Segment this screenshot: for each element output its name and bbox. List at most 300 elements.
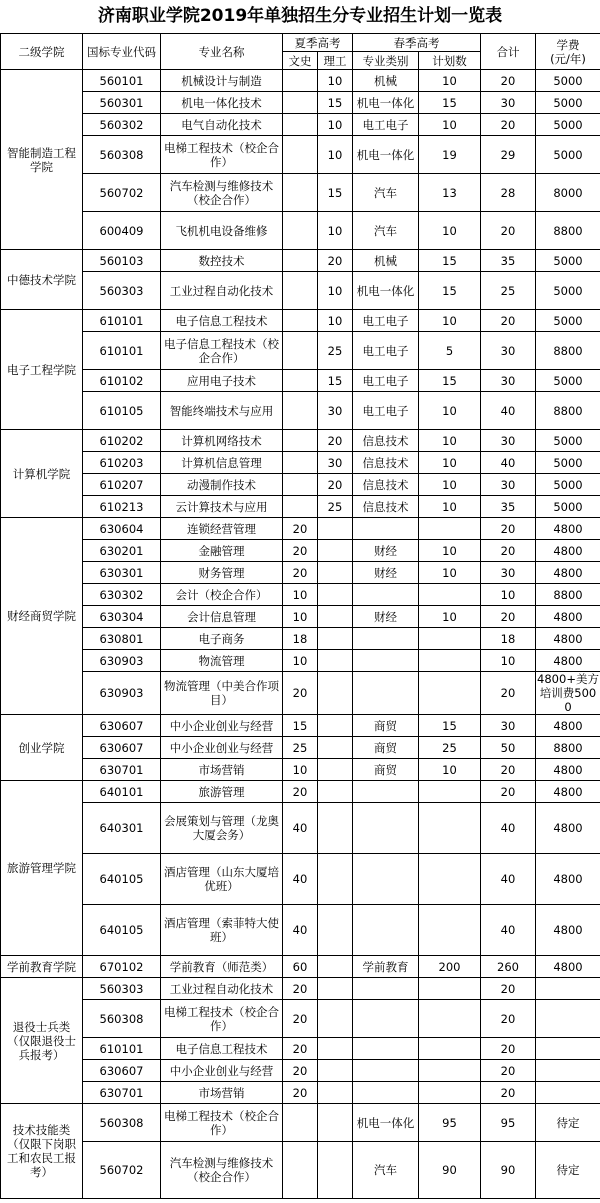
table-row	[1, 1082, 600, 1104]
table-row	[1, 978, 600, 1000]
name-cell: 工业过程自动化技术	[161, 978, 283, 1000]
code-cell: 560303	[83, 272, 161, 310]
category-cell: 商贸	[353, 759, 419, 781]
code-cell: 610101	[83, 332, 161, 370]
name-cell: 汽车检测与维修技术（校企合作）	[161, 174, 283, 212]
total-cell: 30	[481, 430, 536, 452]
name-cell: 连锁经营管理	[161, 518, 283, 540]
category-cell: 电工电子	[353, 114, 419, 136]
name-cell: 电子信息工程技术	[161, 1038, 283, 1060]
wenshi-cell	[283, 332, 318, 370]
plan-cell: 10	[419, 606, 481, 628]
total-cell: 20	[481, 212, 536, 250]
wenshi-cell	[283, 310, 318, 332]
category-cell	[353, 672, 419, 715]
category-cell	[353, 905, 419, 956]
name-cell: 电子信息工程技术	[161, 310, 283, 332]
ligong-cell: 20	[318, 430, 353, 452]
name-cell: 电子信息工程技术（校企合作）	[161, 332, 283, 370]
category-cell	[353, 650, 419, 672]
plan-cell: 10	[419, 430, 481, 452]
ligong-cell: 10	[318, 136, 353, 174]
code-cell: 640101	[83, 781, 161, 803]
category-cell	[353, 628, 419, 650]
wenshi-cell	[283, 212, 318, 250]
ligong-cell	[318, 606, 353, 628]
fee-cell: 5000	[536, 250, 600, 272]
ligong-cell	[318, 1060, 353, 1082]
header-fee-label: 学费	[556, 37, 580, 52]
ligong-cell	[318, 956, 353, 978]
ligong-cell: 30	[318, 392, 353, 430]
ligong-cell	[318, 905, 353, 956]
fee-cell: 5000	[536, 370, 600, 392]
college-cell: 退役士兵类（仅限退役士兵报考）	[1, 978, 83, 1104]
total-cell: 30	[481, 474, 536, 496]
category-cell	[353, 584, 419, 606]
category-cell	[353, 854, 419, 905]
category-cell	[353, 803, 419, 854]
total-cell: 20	[481, 781, 536, 803]
ligong-cell: 10	[318, 310, 353, 332]
total-cell: 18	[481, 628, 536, 650]
total-cell: 30	[481, 715, 536, 737]
code-cell: 560301	[83, 92, 161, 114]
ligong-cell	[318, 672, 353, 715]
college-cell: 旅游管理学院	[1, 781, 83, 956]
plan-cell	[419, 905, 481, 956]
header-summer: 夏季高考	[283, 34, 353, 52]
category-cell: 机电一体化	[353, 92, 419, 114]
ligong-cell	[318, 759, 353, 781]
name-cell: 计算机信息管理	[161, 452, 283, 474]
wenshi-cell	[283, 1104, 318, 1142]
wenshi-cell: 20	[283, 1000, 318, 1038]
total-cell: 20	[481, 1060, 536, 1082]
table-row	[1, 212, 600, 250]
code-cell: 560308	[83, 1104, 161, 1142]
wenshi-cell: 10	[283, 584, 318, 606]
category-cell: 商贸	[353, 715, 419, 737]
name-cell: 物流管理（中美合作项目）	[161, 672, 283, 715]
category-cell: 机电一体化	[353, 136, 419, 174]
ligong-cell	[318, 715, 353, 737]
wenshi-cell: 18	[283, 628, 318, 650]
table-row	[1, 272, 600, 310]
fee-cell: 8800	[536, 332, 600, 370]
name-cell: 旅游管理	[161, 781, 283, 803]
total-cell: 35	[481, 250, 536, 272]
plan-cell	[419, 1000, 481, 1038]
wenshi-cell: 20	[283, 1060, 318, 1082]
ligong-cell: 25	[318, 332, 353, 370]
category-cell: 财经	[353, 606, 419, 628]
category-cell: 汽车	[353, 1142, 419, 1199]
total-cell: 10	[481, 584, 536, 606]
plan-cell: 19	[419, 136, 481, 174]
table-row	[1, 70, 600, 92]
fee-cell: 5000	[536, 114, 600, 136]
name-cell: 酒店管理（索菲特大使班）	[161, 905, 283, 956]
code-cell: 630701	[83, 759, 161, 781]
name-cell: 飞机机电设备维修	[161, 212, 283, 250]
header-plan: 计划数	[419, 52, 481, 70]
wenshi-cell: 20	[283, 781, 318, 803]
name-cell: 汽车检测与维修技术（校企合作）	[161, 1142, 283, 1199]
fee-cell	[536, 1060, 600, 1082]
code-cell: 560101	[83, 70, 161, 92]
code-cell: 560308	[83, 1000, 161, 1038]
total-cell: 20	[481, 1000, 536, 1038]
code-cell: 560303	[83, 978, 161, 1000]
ligong-cell	[318, 650, 353, 672]
wenshi-cell: 20	[283, 1038, 318, 1060]
wenshi-cell: 60	[283, 956, 318, 978]
fee-cell: 4800	[536, 803, 600, 854]
plan-cell	[419, 1082, 481, 1104]
total-cell: 20	[481, 1038, 536, 1060]
total-cell: 20	[481, 759, 536, 781]
fee-cell: 5000	[536, 496, 600, 518]
fee-cell	[536, 1000, 600, 1038]
name-cell: 电梯工程技术（校企合作）	[161, 136, 283, 174]
table-row	[1, 650, 600, 672]
code-cell: 630903	[83, 650, 161, 672]
category-cell	[353, 781, 419, 803]
name-cell: 电子商务	[161, 628, 283, 650]
wenshi-cell: 20	[283, 562, 318, 584]
ligong-cell	[318, 781, 353, 803]
code-cell: 610101	[83, 1038, 161, 1060]
name-cell: 机电一体化技术	[161, 92, 283, 114]
code-cell: 640301	[83, 803, 161, 854]
name-cell: 云计算技术与应用	[161, 496, 283, 518]
table-row	[1, 540, 600, 562]
wenshi-cell	[283, 136, 318, 174]
total-cell: 29	[481, 136, 536, 174]
plan-cell: 15	[419, 370, 481, 392]
ligong-cell	[318, 518, 353, 540]
code-cell: 630201	[83, 540, 161, 562]
table-row	[1, 1000, 600, 1038]
ligong-cell: 30	[318, 452, 353, 474]
plan-cell: 10	[419, 392, 481, 430]
category-cell: 机电一体化	[353, 1104, 419, 1142]
plan-cell	[419, 803, 481, 854]
code-cell: 630304	[83, 606, 161, 628]
plan-cell	[419, 628, 481, 650]
enrollment-table	[0, 33, 600, 1199]
plan-cell: 10	[419, 474, 481, 496]
category-cell: 学前教育	[353, 956, 419, 978]
total-cell: 30	[481, 92, 536, 114]
table-row	[1, 562, 600, 584]
code-cell: 630607	[83, 715, 161, 737]
category-cell: 机电一体化	[353, 272, 419, 310]
category-cell: 汽车	[353, 212, 419, 250]
category-cell: 财经	[353, 562, 419, 584]
wenshi-cell	[283, 392, 318, 430]
table-row	[1, 430, 600, 452]
plan-cell: 200	[419, 956, 481, 978]
plan-cell: 10	[419, 452, 481, 474]
table-row	[1, 310, 600, 332]
category-cell: 信息技术	[353, 474, 419, 496]
fee-cell: 8800	[536, 737, 600, 759]
plan-cell: 10	[419, 212, 481, 250]
code-cell: 610203	[83, 452, 161, 474]
name-cell: 机械设计与制造	[161, 70, 283, 92]
total-cell: 40	[481, 392, 536, 430]
table-row	[1, 496, 600, 518]
header-category: 专业类别	[353, 52, 419, 70]
college-cell: 电子工程学院	[1, 310, 83, 430]
table-row	[1, 606, 600, 628]
category-cell: 汽车	[353, 174, 419, 212]
table-row	[1, 628, 600, 650]
total-cell: 90	[481, 1142, 536, 1199]
total-cell: 35	[481, 496, 536, 518]
table-row	[1, 392, 600, 430]
category-cell: 电工电子	[353, 392, 419, 430]
fee-cell: 4800	[536, 759, 600, 781]
category-cell	[353, 1060, 419, 1082]
fee-cell: 4800	[536, 518, 600, 540]
total-cell: 20	[481, 114, 536, 136]
plan-cell	[419, 672, 481, 715]
wenshi-cell: 10	[283, 606, 318, 628]
code-cell: 600409	[83, 212, 161, 250]
category-cell: 机械	[353, 250, 419, 272]
fee-cell: 4800	[536, 650, 600, 672]
college-cell: 计算机学院	[1, 430, 83, 518]
fee-cell: 5000	[536, 92, 600, 114]
code-cell: 640105	[83, 854, 161, 905]
wenshi-cell: 40	[283, 854, 318, 905]
table-row	[1, 452, 600, 474]
category-cell: 商贸	[353, 737, 419, 759]
fee-cell: 4800	[536, 956, 600, 978]
table-row	[1, 92, 600, 114]
plan-cell: 95	[419, 1104, 481, 1142]
ligong-cell: 25	[318, 496, 353, 518]
ligong-cell: 15	[318, 92, 353, 114]
fee-cell: 4800	[536, 628, 600, 650]
category-cell	[353, 1000, 419, 1038]
code-cell: 610213	[83, 496, 161, 518]
code-cell: 610101	[83, 310, 161, 332]
wenshi-cell	[283, 452, 318, 474]
plan-cell: 15	[419, 272, 481, 310]
table-row	[1, 370, 600, 392]
code-cell: 560103	[83, 250, 161, 272]
plan-cell	[419, 781, 481, 803]
fee-cell: 8800	[536, 212, 600, 250]
ligong-cell: 10	[318, 114, 353, 136]
table-row	[1, 584, 600, 606]
category-cell	[353, 518, 419, 540]
plan-cell: 13	[419, 174, 481, 212]
college-cell: 学前教育学院	[1, 956, 83, 978]
fee-cell: 5000	[536, 430, 600, 452]
header-ligong: 理工	[318, 52, 353, 70]
fee-cell: 8800	[536, 392, 600, 430]
name-cell: 财务管理	[161, 562, 283, 584]
plan-cell: 15	[419, 715, 481, 737]
header-fee	[536, 34, 600, 70]
fee-cell	[536, 978, 600, 1000]
wenshi-cell: 40	[283, 905, 318, 956]
total-cell: 20	[481, 70, 536, 92]
total-cell: 40	[481, 452, 536, 474]
ligong-cell	[318, 978, 353, 1000]
fee-cell: 4800	[536, 854, 600, 905]
wenshi-cell: 40	[283, 803, 318, 854]
plan-cell: 10	[419, 540, 481, 562]
plan-cell: 10	[419, 759, 481, 781]
header-total: 合计	[481, 34, 536, 70]
plan-cell	[419, 1060, 481, 1082]
table-row	[1, 332, 600, 370]
total-cell: 20	[481, 518, 536, 540]
code-cell: 630607	[83, 1060, 161, 1082]
table-row	[1, 174, 600, 212]
name-cell: 金融管理	[161, 540, 283, 562]
category-cell: 信息技术	[353, 430, 419, 452]
category-cell	[353, 1038, 419, 1060]
name-cell: 中小企业创业与经营	[161, 715, 283, 737]
fee-cell: 待定	[536, 1142, 600, 1199]
page-title: 济南职业学院2019年单独招生分专业招生计划一览表	[97, 6, 503, 26]
name-cell: 电梯工程技术（校企合作）	[161, 1000, 283, 1038]
category-cell: 电工电子	[353, 370, 419, 392]
ligong-cell: 10	[318, 212, 353, 250]
wenshi-cell	[283, 474, 318, 496]
plan-cell: 5	[419, 332, 481, 370]
table-row	[1, 1060, 600, 1082]
total-cell: 20	[481, 606, 536, 628]
name-cell: 会计信息管理	[161, 606, 283, 628]
table-row	[1, 672, 600, 715]
header-wenshi: 文史	[283, 52, 318, 70]
college-cell: 中德技术学院	[1, 250, 83, 310]
category-cell	[353, 1082, 419, 1104]
fee-cell	[536, 1082, 600, 1104]
ligong-cell	[318, 1038, 353, 1060]
table-row	[1, 1104, 600, 1142]
name-cell: 工业过程自动化技术	[161, 272, 283, 310]
total-cell: 260	[481, 956, 536, 978]
wenshi-cell	[283, 114, 318, 136]
wenshi-cell: 20	[283, 672, 318, 715]
wenshi-cell	[283, 272, 318, 310]
name-cell: 学前教育（师范类）	[161, 956, 283, 978]
code-cell: 610102	[83, 370, 161, 392]
code-cell: 640105	[83, 905, 161, 956]
table-row	[1, 854, 600, 905]
fee-cell: 4800	[536, 562, 600, 584]
total-cell: 20	[481, 672, 536, 715]
code-cell: 560308	[83, 136, 161, 174]
wenshi-cell: 25	[283, 737, 318, 759]
plan-cell: 15	[419, 250, 481, 272]
code-cell: 630302	[83, 584, 161, 606]
ligong-cell	[318, 628, 353, 650]
code-cell: 610207	[83, 474, 161, 496]
plan-cell: 10	[419, 114, 481, 136]
header-spring: 春季高考	[353, 34, 481, 52]
total-cell: 20	[481, 540, 536, 562]
category-cell: 信息技术	[353, 496, 419, 518]
total-cell: 20	[481, 978, 536, 1000]
name-cell: 会计（校企合作）	[161, 584, 283, 606]
ligong-cell	[318, 854, 353, 905]
wenshi-cell	[283, 250, 318, 272]
code-cell: 560302	[83, 114, 161, 136]
wenshi-cell	[283, 370, 318, 392]
category-cell: 电工电子	[353, 310, 419, 332]
table-row	[1, 905, 600, 956]
header-name: 专业名称	[161, 34, 283, 70]
college-cell: 创业学院	[1, 715, 83, 781]
wenshi-cell	[283, 92, 318, 114]
plan-cell	[419, 584, 481, 606]
name-cell: 中小企业创业与经营	[161, 1060, 283, 1082]
ligong-cell: 20	[318, 474, 353, 496]
college-cell: 财经商贸学院	[1, 518, 83, 715]
ligong-cell	[318, 1142, 353, 1199]
name-cell: 电气自动化技术	[161, 114, 283, 136]
code-cell: 560702	[83, 174, 161, 212]
plan-cell	[419, 650, 481, 672]
header-fee-unit: (元/年)	[550, 51, 586, 66]
table-header	[1, 34, 600, 70]
table-body	[1, 70, 600, 1199]
code-cell: 670102	[83, 956, 161, 978]
name-cell: 酒店管理（山东大厦培优班）	[161, 854, 283, 905]
total-cell: 20	[481, 310, 536, 332]
table-row	[1, 803, 600, 854]
wenshi-cell: 10	[283, 650, 318, 672]
name-cell: 市场营销	[161, 759, 283, 781]
code-cell: 630301	[83, 562, 161, 584]
wenshi-cell: 20	[283, 540, 318, 562]
plan-cell	[419, 518, 481, 540]
table-row	[1, 474, 600, 496]
table-row	[1, 737, 600, 759]
name-cell: 计算机网络技术	[161, 430, 283, 452]
fee-cell: 4800	[536, 715, 600, 737]
fee-cell: 5000	[536, 474, 600, 496]
fee-cell: 5000	[536, 70, 600, 92]
fee-cell: 8000	[536, 174, 600, 212]
category-cell: 信息技术	[353, 452, 419, 474]
total-cell: 30	[481, 332, 536, 370]
ligong-cell	[318, 540, 353, 562]
code-cell: 560702	[83, 1142, 161, 1199]
fee-cell: 4800	[536, 606, 600, 628]
plan-cell: 10	[419, 562, 481, 584]
plan-cell: 15	[419, 92, 481, 114]
plan-cell	[419, 1038, 481, 1060]
name-cell: 物流管理	[161, 650, 283, 672]
ligong-cell: 10	[318, 272, 353, 310]
code-cell: 630607	[83, 737, 161, 759]
ligong-cell	[318, 803, 353, 854]
name-cell: 应用电子技术	[161, 370, 283, 392]
category-cell: 机械	[353, 70, 419, 92]
total-cell: 28	[481, 174, 536, 212]
